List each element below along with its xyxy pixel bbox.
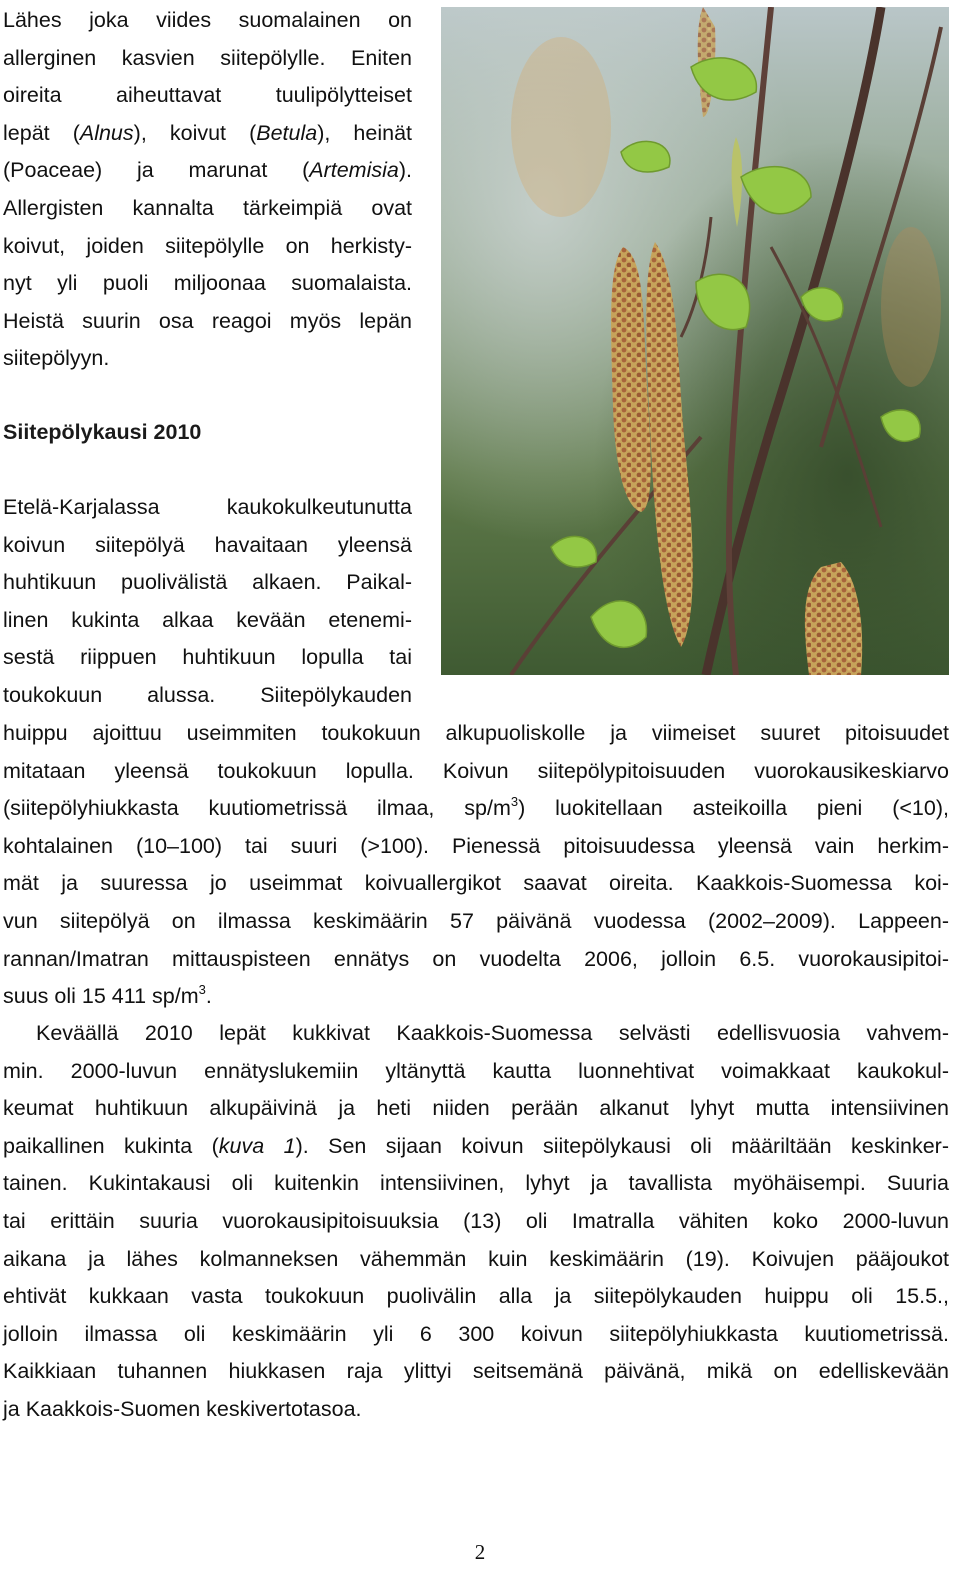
text-line: sestä riippuen huhtikuun lopulla tai xyxy=(3,645,412,670)
season-paragraph-2 xyxy=(3,1015,949,1429)
text-line: keumat huhtikuun alkupäivinä ja heti niiden perään alkanut lyhyt mutta intensiivinen xyxy=(3,1096,949,1121)
text-line: min. 2000-luvun ennätyslukemiin yltänyttä kautta luonnehtivat voimakkaat kaukokul- xyxy=(3,1058,949,1083)
text-line: suus oli 15 411 $sp/m^3$. xyxy=(3,982,212,1009)
text-line: tai erittäin suuria vuorokausipitoisuuksia (13) oli Imatralla vähiten koko 2000-luvun xyxy=(3,1208,949,1233)
text-line: mitataan yleensä toukokuun lopulla. Koivun siitepölypitoisuuden vuorokausikeskiarvo xyxy=(3,758,949,783)
text-line: aikana ja lähes kolmanneksen vähemmän kuin keskimäärin (19). Koivujen pääjoukot xyxy=(3,1246,949,1271)
season-paragraph-wrapped xyxy=(3,489,412,715)
text-line: paikallinen kukinta (kuva 1). Sen sijaan koivun siitepölykausi oli määriltään keskinker- xyxy=(3,1133,949,1158)
text-line: huippu ajoittuu useimmiten toukokuun alkupuoliskolle ja viimeiset suuret pitoisuudet xyxy=(3,721,949,745)
text-line: Lähes joka viides suomalainen on xyxy=(3,8,412,32)
text-line: toukokuun alussa. Siitepölykauden xyxy=(3,682,412,707)
intro-paragraph xyxy=(3,2,412,378)
text-line: siitepölyyn. xyxy=(3,346,110,371)
text-line: linen kukinta alkaa kevään etenemi- xyxy=(3,607,412,632)
text-line: rannan/Imatran mittauspisteen ennätys on vuodelta 2006, jolloin 6.5. vuorokausipitoi- xyxy=(3,946,949,971)
text-line: jolloin ilmassa oli keskimäärin yli 6 300 koivun siitepölyhiukkasta kuutiometrissä. xyxy=(3,1321,949,1346)
page-number: 2 xyxy=(474,1540,486,1564)
text-line: ehtivät kukkaan vasta toukokuun puolivälin alla ja siitepölykauden huippu oli 15.5., xyxy=(3,1284,949,1309)
text-line: koivut, joiden siitepölylle on herkisty- xyxy=(3,233,412,258)
text-line: tainen. Kukintakausi oli kuitenkin intensiivinen, lyhyt ja tavallista myöhäisempi. Suuria xyxy=(3,1171,949,1196)
text-line: huhtikuun puolivälistä alkaen. Paikal- xyxy=(3,570,412,595)
text-line: Allergisten kannalta tärkeimpiä ovat xyxy=(3,195,412,220)
text-line: oireita aiheuttavat tuulipölytteiset xyxy=(3,83,412,108)
text-line: Heistä suurin osa reagoi myös lepän xyxy=(3,308,412,333)
text-line: allerginen kasvien siitepölylle. Eniten xyxy=(3,45,412,70)
season-paragraph-continued xyxy=(3,715,949,1016)
section-heading: Siitepölykausi 2010 xyxy=(3,420,202,444)
birch-catkins-photo xyxy=(441,7,949,675)
text-line: vun siitepölyä on ilmassa keskimäärin 57 päivänä vuodessa (2002–2009). Lappeen- xyxy=(3,908,949,933)
text-line: (Poaceae) ja marunat (Artemisia). xyxy=(3,158,412,183)
text-line: Kaikkiaan tuhannen hiukkasen raja ylittyi seitsemänä päivänä, mikä on edelliskevään xyxy=(3,1359,949,1384)
text-line: kohtalainen (10–100) tai suuri (>100). Pienessä pitoisuudessa yleensä vain herkim- xyxy=(3,833,949,858)
text-line: lepät (Alnus), koivut (Betula), heinät xyxy=(3,120,412,145)
text-line: Keväällä 2010 lepät kukkivat Kaakkois-Suomessa selvästi edellisvuosia vahvem- xyxy=(36,1021,949,1045)
text-line: mät ja suuressa jo useimmat koivuallergikot saavat oireita. Kaakkois-Suomessa koi- xyxy=(3,871,949,896)
text-line: koivun siitepölyä havaitaan yleensä xyxy=(3,532,412,557)
text-line: (siitepölyhiukkasta kuutiometrissä ilmaa, $sp/m^3$) luokitellaan asteikoilla pieni (<10), xyxy=(3,794,949,821)
text-line: nyt yli puoli miljoonaa suomalaista. xyxy=(3,271,412,296)
text-line: ja Kaakkois-Suomen keskivertotasoa. xyxy=(3,1396,362,1421)
text-line: Etelä-Karjalassa kaukokulkeutunutta xyxy=(3,495,412,519)
